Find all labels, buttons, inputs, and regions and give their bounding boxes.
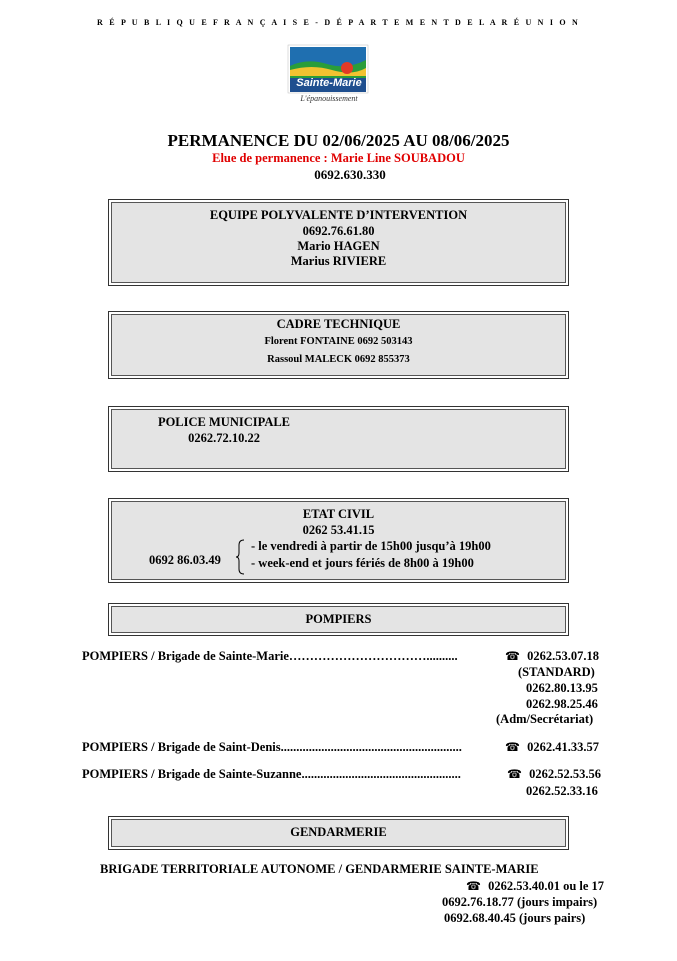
pompiers-sainte-marie-phone-3: 0262.98.25.46 bbox=[526, 697, 598, 711]
epi-member-1: Mario HAGEN bbox=[297, 239, 380, 253]
pompiers-sainte-marie-phone-row bbox=[505, 649, 599, 664]
police-title: POLICE MUNICIPALE bbox=[157, 415, 291, 429]
elue-phone: 0692.630.330 bbox=[314, 167, 386, 182]
pompiers-sainte-suzanne-phone-2: 0262.52.33.16 bbox=[526, 784, 598, 798]
logo-tagline: L'épanouissement bbox=[300, 94, 358, 103]
logo-text: Sainte-Marie bbox=[296, 77, 362, 89]
gendarmerie-pairs: 0692.68.40.45 (jours pairs) bbox=[444, 911, 586, 925]
pompiers-sainte-marie-adm: (Adm/Secrétariat) bbox=[496, 712, 594, 726]
gendarmerie-phone-row bbox=[466, 879, 604, 894]
gendarmerie-section-box bbox=[108, 816, 569, 850]
pompiers-sainte-suzanne-label: POMPIERS / Brigade de Sainte-Suzanne................................................... bbox=[82, 767, 461, 781]
permanence-title: PERMANENCE DU 02/06/2025 AU 08/06/2025 bbox=[167, 131, 510, 150]
cadre-title: CADRE TECHNIQUE bbox=[276, 317, 401, 331]
pompiers-sainte-suzanne-phone: 0262.52.53.56 bbox=[529, 767, 601, 781]
cadre-line-1: Florent FONTAINE 0692 503143 bbox=[264, 336, 413, 347]
pompiers-sainte-marie-phone-2: 0262.80.13.95 bbox=[526, 681, 598, 695]
brace-icon bbox=[235, 539, 245, 575]
etat-civil-box bbox=[108, 498, 569, 583]
etat-civil-phone: 0262 53.41.15 bbox=[302, 523, 375, 537]
cadre-technique-box bbox=[108, 311, 569, 379]
sainte-marie-logo bbox=[287, 44, 369, 108]
gendarmerie-impairs: 0692.76.18.77 (jours impairs) bbox=[442, 895, 598, 909]
pompiers-sainte-marie-phone: 0262.53.07.18 bbox=[527, 649, 599, 663]
cadre-line-2: Rassoul MALECK 0692 855373 bbox=[267, 354, 410, 365]
epi-box bbox=[108, 199, 569, 286]
gendarmerie-phone: 0262.53.40.01 ou le 17 bbox=[488, 879, 605, 893]
phone-icon: ☎ bbox=[507, 767, 522, 781]
phone-icon: ☎ bbox=[466, 879, 481, 893]
pompiers-saint-denis-label: POMPIERS / Brigade de Saint-Denis.......................................................... bbox=[82, 740, 462, 754]
pompiers-saint-denis-phone: 0262.41.33.57 bbox=[527, 740, 599, 754]
pompiers-saint-denis-phone-row bbox=[505, 740, 599, 755]
epi-title: EQUIPE POLYVALENTE D’INTERVENTION bbox=[209, 208, 468, 222]
phone-icon: ☎ bbox=[505, 649, 520, 663]
republic-header: R É P U B L I Q U E F R A N Ç A I S E - D É P A R T E M E N T D E L A R É U N I O N bbox=[97, 18, 580, 27]
gendarmerie-section-title: GENDARMERIE bbox=[290, 825, 387, 839]
police-phone: 0262.72.10.22 bbox=[188, 431, 260, 445]
police-municipale-box bbox=[108, 406, 569, 472]
pompiers-section-title: POMPIERS bbox=[305, 612, 372, 626]
pompiers-sainte-marie-standard: (STANDARD) bbox=[518, 665, 595, 679]
pompiers-sainte-marie-label: POMPIERS / Brigade de Sainte-Marie…………………………….......... bbox=[82, 649, 458, 663]
etat-civil-hours-1: - le vendredi à partir de 15h00 jusqu’à 19h00 bbox=[251, 539, 491, 553]
pompiers-sainte-suzanne-phone-row bbox=[507, 767, 601, 782]
epi-phone: 0692.76.61.80 bbox=[302, 224, 375, 238]
epi-member-2: Marius RIVIERE bbox=[290, 254, 387, 268]
elue-permanence: Elue de permanence : Marie Line SOUBADOU bbox=[212, 151, 465, 165]
pompiers-section-box bbox=[108, 603, 569, 636]
phone-icon: ☎ bbox=[505, 740, 520, 754]
gendarmerie-brigade: BRIGADE TERRITORIALE AUTONOME / GENDARMERIE SAINTE-MARIE bbox=[100, 862, 539, 876]
etat-civil-mobile: 0692 86.03.49 bbox=[149, 553, 221, 567]
etat-civil-hours-2: - week-end et jours fériés de 8h00 à 19h00 bbox=[251, 556, 474, 570]
etat-civil-title: ETAT CIVIL bbox=[302, 507, 375, 521]
